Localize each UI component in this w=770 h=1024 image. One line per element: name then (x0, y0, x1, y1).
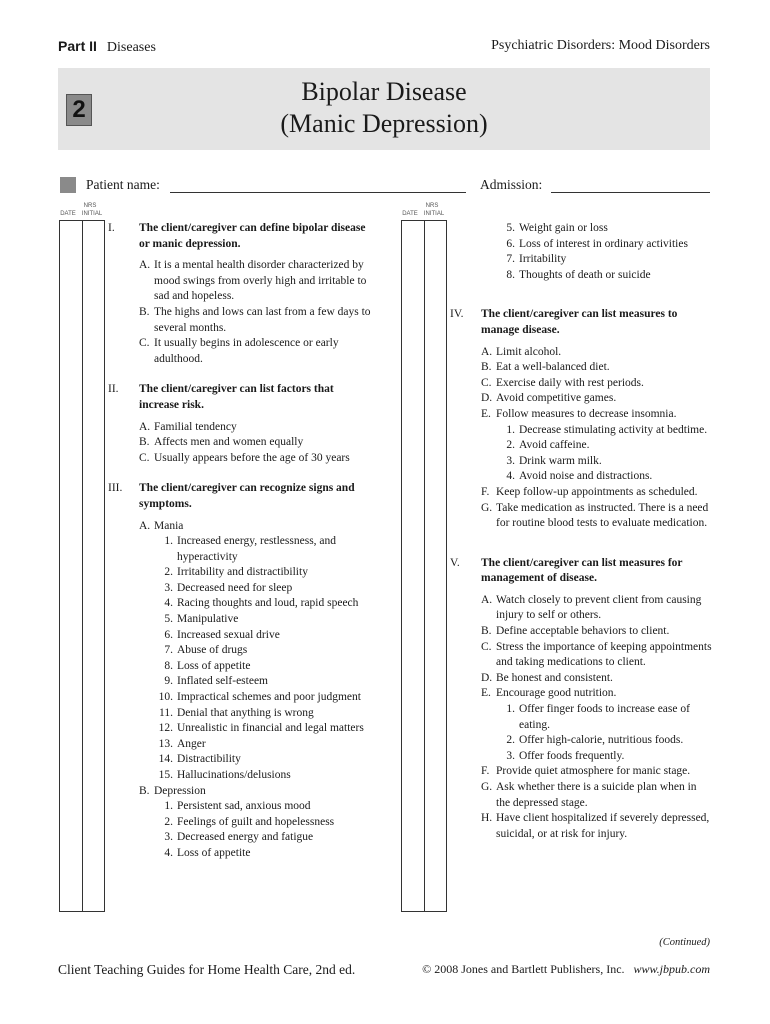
section-number: III. (108, 482, 123, 495)
list-item: D. Be honest and consistent. (481, 671, 613, 684)
list-item: 6. Increased sexual drive (164, 628, 280, 641)
right-column (450, 221, 712, 842)
list-item: B. Depression (139, 784, 206, 797)
copyright-text: © 2008 Jones and Bartlett Publishers, Inc. (422, 962, 625, 976)
footer-book-title: Client Teaching Guides for Home Health Care, 2nd ed. (58, 962, 356, 977)
list-item: G. Take medication as instructed. There is a need for routine blood tests to evaluate medication. (481, 501, 709, 530)
list-item: 3. Offer foods frequently. (506, 749, 625, 762)
patient-name-field[interactable] (170, 191, 466, 193)
page-title-line2: (Manic Depression) (280, 109, 488, 138)
list-item: E. Follow measures to decrease insomnia. (481, 407, 677, 420)
continued-note: (Continued) (659, 937, 710, 948)
initial-label-right: INITIAL (423, 211, 445, 217)
section-number: IV. (450, 308, 464, 321)
list-item: F. Keep follow-up appointments as scheduled. (481, 485, 698, 498)
list-item: F. Provide quiet atmosphere for manic stage. (481, 765, 691, 778)
list-item: 2. Feelings of guilt and hopelessness (164, 815, 335, 828)
publisher-url[interactable]: www.jbpub.com (633, 962, 710, 976)
list-item: A. Familial tendency (139, 420, 237, 433)
section-heading: III. The client/caregiver can recognize signs and symptoms. (108, 482, 355, 510)
list-item: 4. Racing thoughts and loud, rapid speech (164, 597, 359, 610)
nrs-label-left: NRS (83, 203, 97, 209)
patient-name-label: Patient name: (86, 177, 160, 192)
list-item: 11. Denial that anything is wrong (159, 706, 314, 719)
list-item: C. Exercise daily with rest periods. (481, 376, 644, 389)
date-label-right: DATE (402, 211, 418, 217)
list-item: 4. Loss of appetite (164, 846, 251, 859)
running-header-right: Psychiatric Disorders: Mood Disorders (491, 38, 710, 53)
list-item: B. Affects men and women equally (139, 436, 304, 449)
list-item: C. It usually begins in adolescence or early adulthood. (139, 337, 339, 365)
running-header-left (58, 38, 156, 56)
list-item: 3. Decreased energy and fatigue (164, 831, 314, 844)
list-item: 15. Hallucinations/delusions (158, 769, 291, 781)
list-item: 9. Inflated self-esteem (164, 675, 268, 688)
list-item: B. Eat a well-balanced diet. (481, 361, 610, 374)
chapter-number: 2 (66, 94, 92, 126)
list-item: 4. Avoid noise and distractions. (506, 470, 653, 483)
list-item: 2. Offer high-calorie, nutritious foods. (506, 734, 684, 747)
list-item: D. Avoid competitive games. (481, 392, 617, 405)
list-item: 1. Persistent sad, anxious mood (164, 800, 311, 813)
list-item: B. Define acceptable behaviors to client. (481, 625, 670, 638)
list-item: A. Mania (139, 519, 184, 532)
list-item: 8. Thoughts of death or suicide (506, 268, 651, 281)
list-item: 3. Decreased need for sleep (164, 581, 293, 594)
list-item: E. Encourage good nutrition. (481, 687, 617, 700)
section-number: I. (108, 222, 115, 234)
initial-label-left: INITIAL (81, 211, 103, 217)
part-label: Part II (58, 38, 97, 54)
section-heading: IV. The client/caregiver can list measures to manage disease. (450, 308, 678, 336)
section-heading: II. The client/caregiver can list factors that increase risk. (108, 383, 334, 411)
left-column (108, 221, 373, 862)
date-initial-column-right[interactable] (401, 220, 447, 912)
date-initial-column-left[interactable] (59, 220, 105, 912)
list-item: 5. Manipulative (164, 613, 239, 626)
section-heading: I. The client/caregiver can define bipolar disease or manic depression. (108, 222, 366, 250)
list-item: 12. Unrealistic in financial and legal matters (158, 722, 364, 735)
list-item: 1. Decrease stimulating activity at bedtime. (506, 423, 708, 436)
list-item: 3. Drink warm milk. (506, 454, 602, 467)
section-number: V. (450, 556, 460, 569)
list-item: A. Watch closely to prevent client from causing injury to self or others. (481, 593, 702, 622)
list-item: C. Stress the importance of keeping appointments and taking medications to client. (481, 640, 712, 669)
list-item: 5. Weight gain or loss (506, 222, 608, 234)
admission-field[interactable] (551, 191, 710, 193)
list-item: B. The highs and lows can last from a few days to several months. (139, 305, 371, 334)
list-item: 2. Irritability and distractibility (164, 566, 308, 579)
list-item: 2. Avoid caffeine. (506, 439, 590, 452)
list-item: 14. Distractibility (158, 753, 241, 766)
list-item: H. Have client hospitalized if severely depressed, suicidal, or at risk for injury. (481, 812, 710, 840)
list-item: G. Ask whether there is a suicide plan when in the depressed stage. (481, 781, 697, 809)
section-number: II. (108, 383, 119, 396)
list-item: A. Limit alcohol. (481, 345, 562, 358)
list-item: 1. Offer finger foods to increase ease of eating. (506, 703, 690, 731)
list-item: 10. Impractical schemes and poor judgment (158, 691, 361, 704)
page-title-line1: Bipolar Disease (301, 77, 467, 106)
list-item: A. It is a mental health disorder characterized by mood swings from overly high and irritable to sad and hopeless. (139, 259, 367, 303)
nrs-label-right: NRS (425, 203, 439, 209)
list-item: 7. Abuse of drugs (164, 644, 248, 657)
section-heading: V. The client/caregiver can list measures for management of disease. (450, 556, 683, 585)
list-item: 8. Loss of appetite (164, 659, 251, 672)
admission-label: Admission: (480, 177, 543, 192)
list-item: 7. Irritability (506, 253, 567, 266)
list-item: 13. Anger (158, 737, 206, 750)
list-item: 6. Loss of interest in ordinary activities (506, 237, 688, 250)
square-bullet-icon (60, 177, 76, 193)
section-label: Diseases (106, 40, 156, 55)
list-item: 1. Increased energy, restlessness, and hyperactivity (164, 535, 337, 563)
footer-copyright (422, 962, 710, 977)
date-label-left: DATE (60, 211, 76, 217)
list-item: C. Usually appears before the age of 30 years (139, 451, 350, 464)
